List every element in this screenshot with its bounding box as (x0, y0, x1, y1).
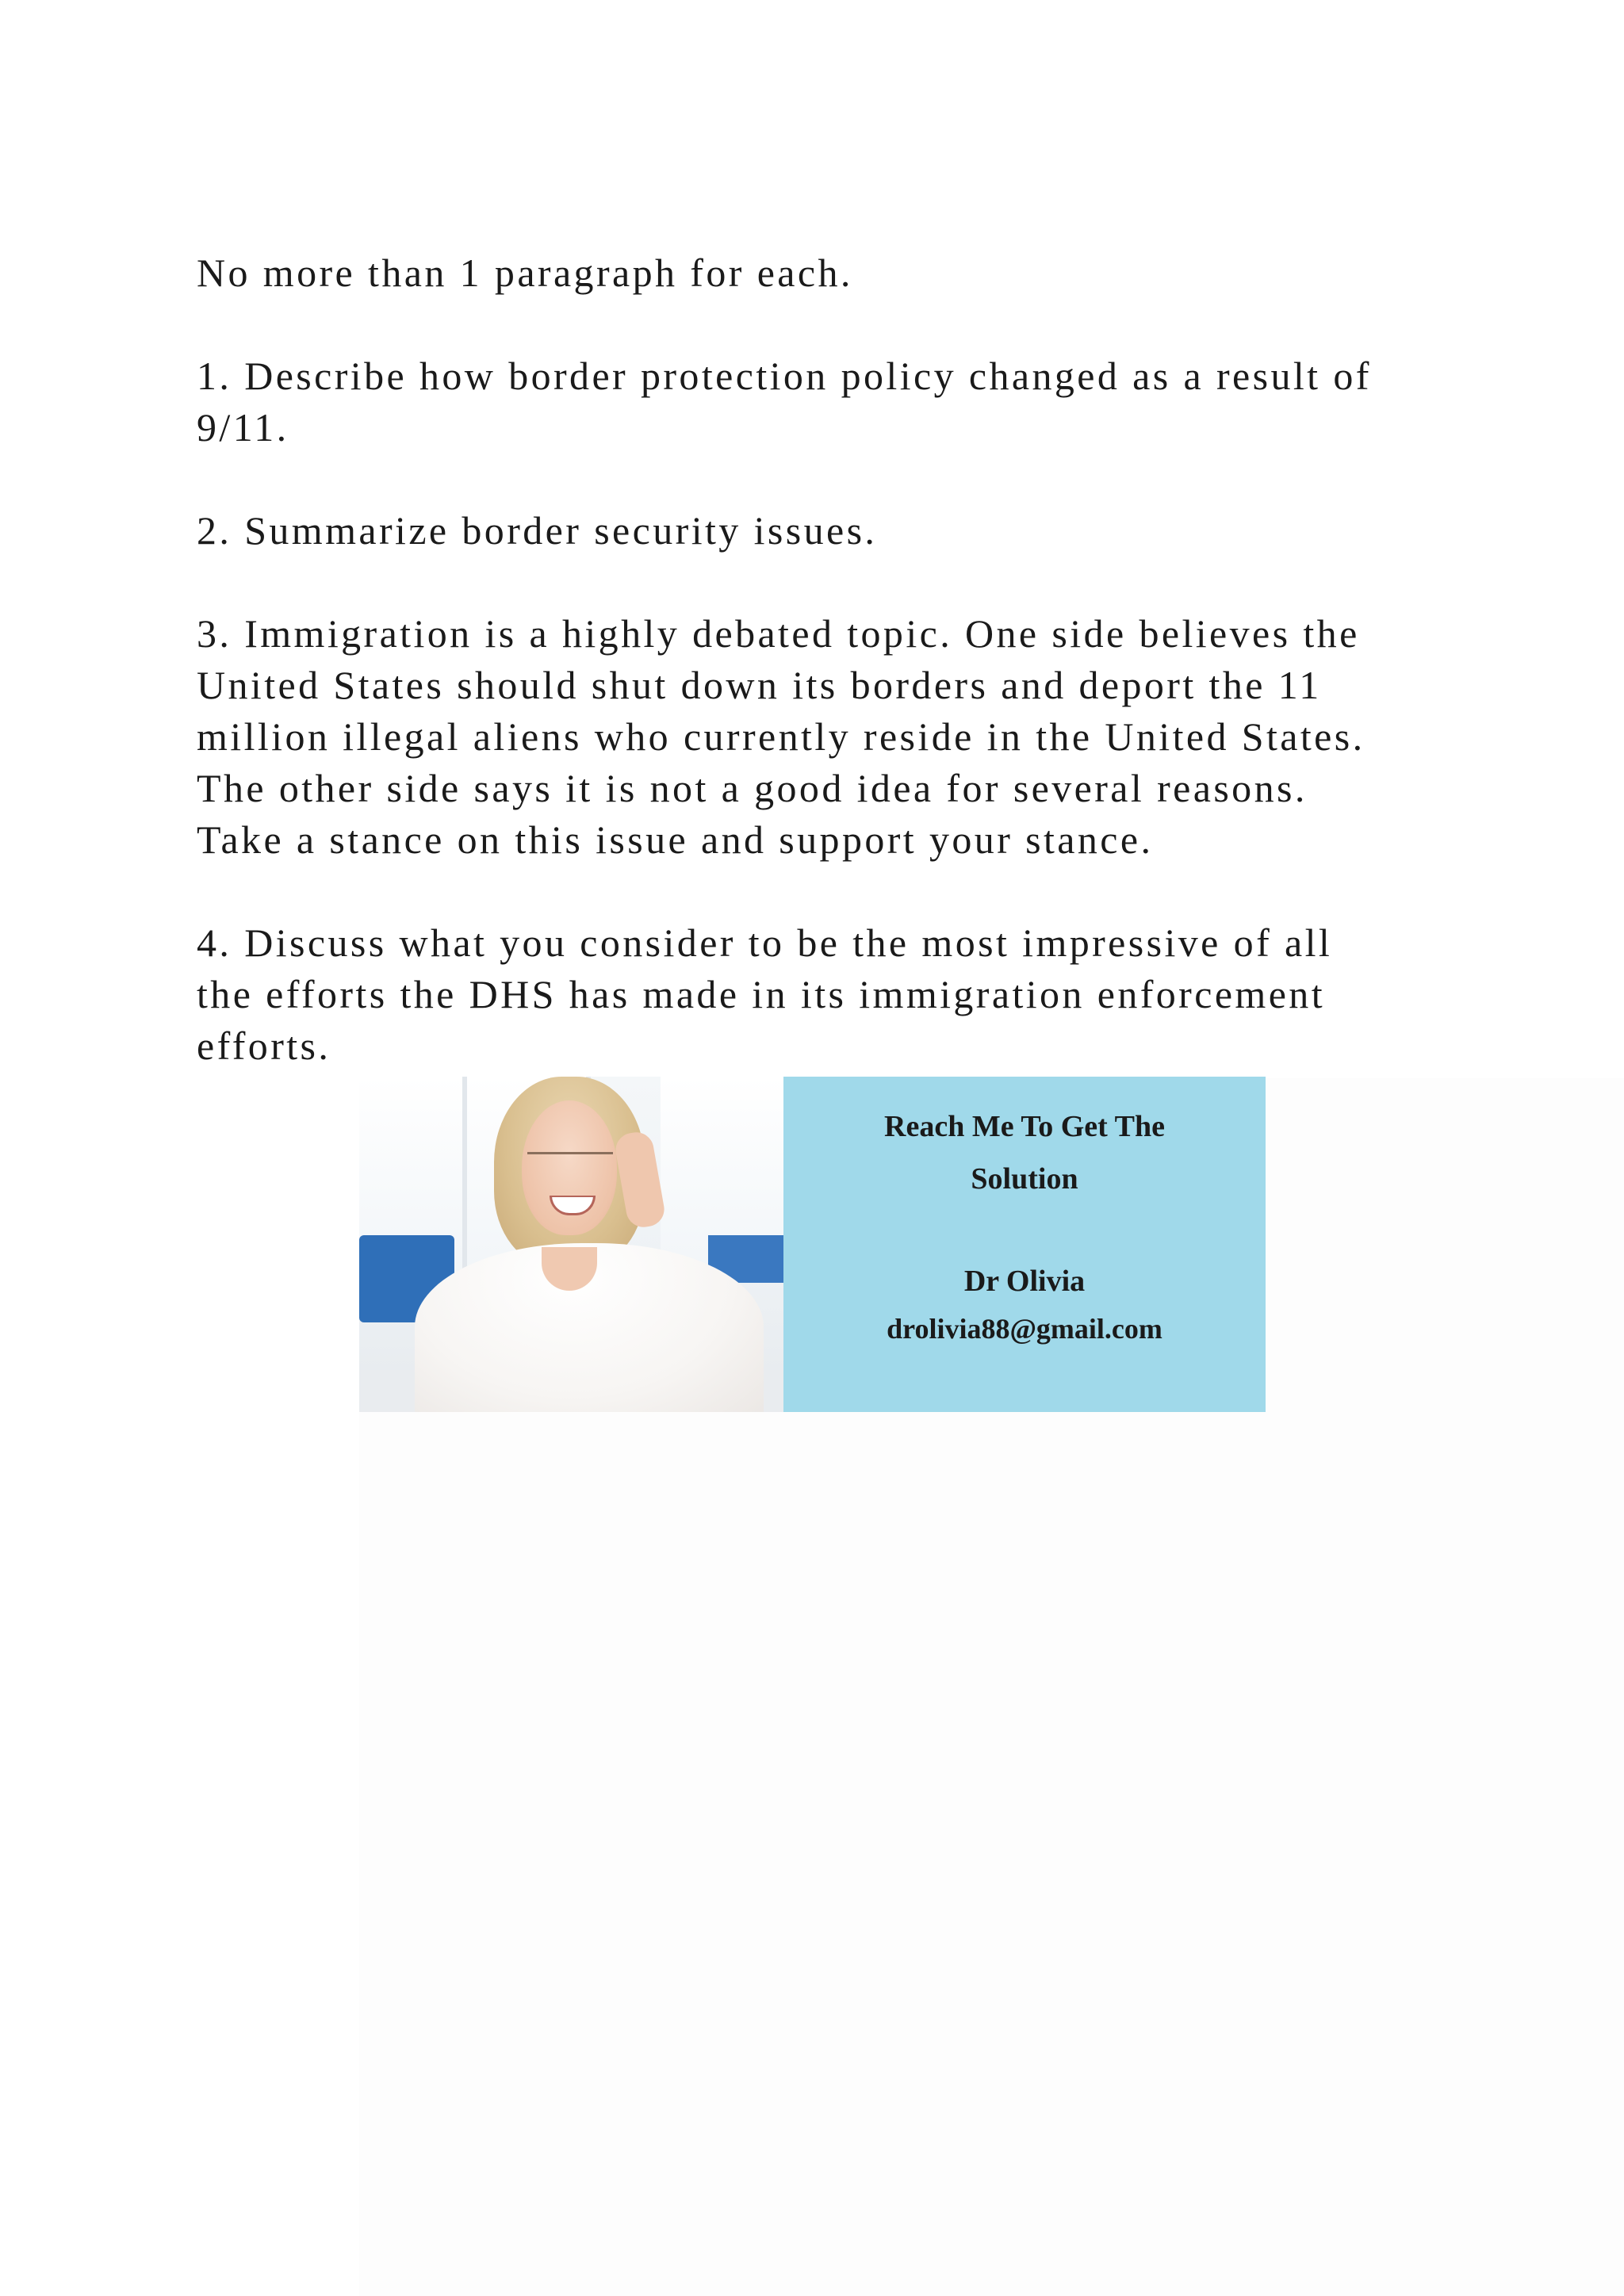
assignment-text (197, 247, 1434, 1072)
text-line: United States should shut down its borders and deport the 11 (197, 663, 1322, 707)
question-4 (197, 917, 1434, 1072)
intro-paragraph (197, 247, 1434, 299)
call-to-action (783, 1100, 1266, 1205)
contact-info-panel (783, 1077, 1266, 1412)
question-2 (197, 505, 1434, 557)
cta-line: Reach Me To Get The (884, 1110, 1165, 1143)
woman-photo (359, 1077, 783, 1412)
glasses-shape (527, 1152, 613, 1175)
text-line: million illegal aliens who currently reside in the United States. (197, 714, 1365, 759)
text-line: The other side says it is not a good idea for several reasons. (197, 766, 1308, 810)
contact-banner (359, 1077, 1266, 1412)
text-line: efforts. (197, 1024, 331, 1068)
cta-line: Solution (971, 1162, 1078, 1196)
text-line: 1. Describe how border protection policy changed as a result of (197, 354, 1372, 398)
question-1 (197, 350, 1434, 453)
text-line: the efforts the DHS has made in its immigration enforcement (197, 972, 1325, 1016)
text-line: 3. Immigration is a highly debated topic. One side believes the (197, 611, 1360, 656)
text-line: 9/11. (197, 405, 289, 450)
text-line: 2. Summarize border security issues. (197, 508, 878, 553)
text-line: No more than 1 paragraph for each. (197, 251, 853, 295)
contact-email: drolivia88@gmail.com (887, 1313, 1162, 1345)
text-line: Take a stance on this issue and support your stance. (197, 817, 1154, 862)
question-3 (197, 608, 1434, 866)
text-line: 4. Discuss what you consider to be the most impressive of all (197, 920, 1333, 965)
contact-name: Dr Olivia (963, 1265, 1086, 1298)
